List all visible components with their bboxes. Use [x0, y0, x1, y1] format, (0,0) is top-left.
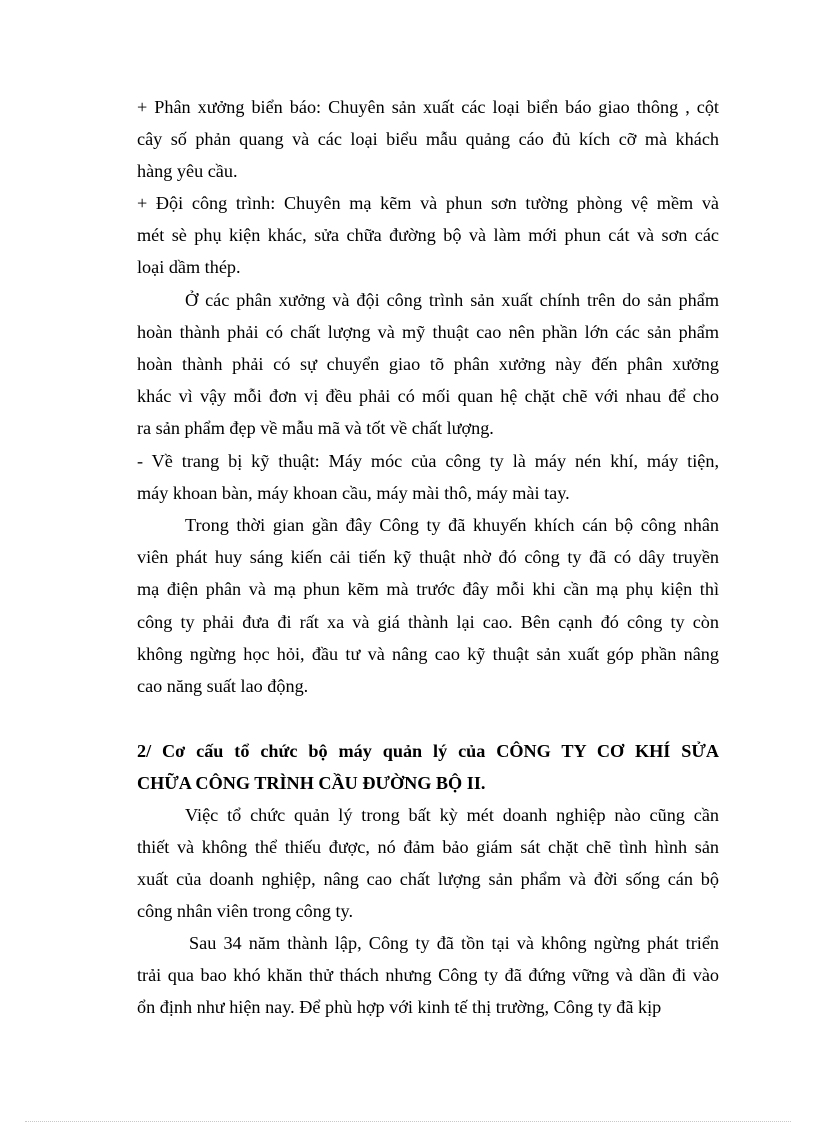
body-text-line: Sau 34 năm thành lập, Công ty đã tồn tại và không ngừng phát triển — [189, 933, 719, 953]
section-heading-line: CHỮA CÔNG TRÌNH CẦU ĐƯỜNG BỘ II. — [137, 773, 486, 793]
section-heading-line: 2/ Cơ cấu tổ chức bộ máy quản lý của CÔNG TY CƠ KHÍ SỬA — [137, 741, 719, 761]
body-text-line: hoàn thành phải có sự chuyển giao tõ phân xưởng này đến phân xưởng — [137, 354, 719, 374]
body-text-line: thiết và không thể thiếu được, nó đảm bảo giám sát chặt chẽ tình hình sản — [137, 837, 719, 857]
body-text-line: hàng yêu cầu. — [137, 161, 238, 181]
body-text-line: loại dầm thép. — [137, 257, 241, 277]
body-text-line: máy khoan bàn, máy khoan cầu, máy mài thô, máy mài tay. — [137, 483, 570, 503]
body-text-line: ổn định như hiện nay. Để phù hợp với kinh tế thị trường, Công ty đã kịp — [137, 997, 662, 1017]
body-text-line: khác vì vậy mỗi đơn vị đều phải có mối quan hệ chặt chẽ với nhau để cho — [137, 386, 719, 406]
body-text-line: công nhân viên trong công ty. — [137, 901, 354, 921]
body-text-line: viên phát huy sáng kiến cải tiến kỹ thuật nhờ đó công ty đã có dây truyền — [137, 547, 719, 567]
body-text-line: + Phân xưởng biển báo: Chuyên sản xuất các loại biển báo giao thông , cột — [137, 97, 719, 117]
body-text-line: công ty phải đưa đi rất xa và giá thành lại cao. Bên cạnh đó công ty còn — [137, 612, 719, 632]
body-text-line: xuất của doanh nghiệp, nâng cao chất lượng sản phẩm và đời sống cán bộ — [137, 869, 719, 889]
body-text-line: - Về trang bị kỹ thuật: Máy móc của công ty là máy nén khí, máy tiện, — [137, 451, 719, 471]
body-text-line: không ngừng học hỏi, đầu tư và nâng cao kỹ thuật sản xuất góp phần nâng — [137, 644, 719, 664]
body-text-line: Việc tổ chức quản lý trong bất kỳ mét doanh nghiệp nào cũng cần — [185, 805, 719, 825]
body-text-line: Ở các phân xưởng và đội công trình sản xuất chính trên do sản phẩm — [185, 290, 719, 310]
body-text-line: mét sè phụ kiện khác, sửa chữa đường bộ và làm mới phun cát và sơn các — [137, 225, 719, 245]
body-text-line: + Đội công trình: Chuyên mạ kẽm và phun sơn tường phòng vệ mềm và — [137, 193, 719, 213]
body-text-line: Trong thời gian gần đây Công ty đã khuyến khích cán bộ công nhân — [185, 515, 719, 535]
body-text-line: trải qua bao khó khăn thử thách nhưng Công ty đã đứng vững và dần đi vào — [137, 965, 719, 985]
page-bottom-divider — [25, 1121, 791, 1122]
body-text-line: ra sản phẩm đẹp về mẫu mã và tốt về chất lượng. — [137, 418, 494, 438]
body-text-line: mạ điện phân và mạ phun kẽm mà trước đây mỗi khi cần mạ phụ kiện thì — [137, 579, 719, 599]
body-text-line: cây số phản quang và các loại biểu mẫu quảng cáo đủ kích cỡ mà khách — [137, 129, 719, 149]
body-text-line: cao năng suất lao động. — [137, 676, 309, 696]
body-text-line: hoàn thành phải có chất lượng và mỹ thuật cao nên phần lớn các sản phẩm — [137, 322, 719, 342]
